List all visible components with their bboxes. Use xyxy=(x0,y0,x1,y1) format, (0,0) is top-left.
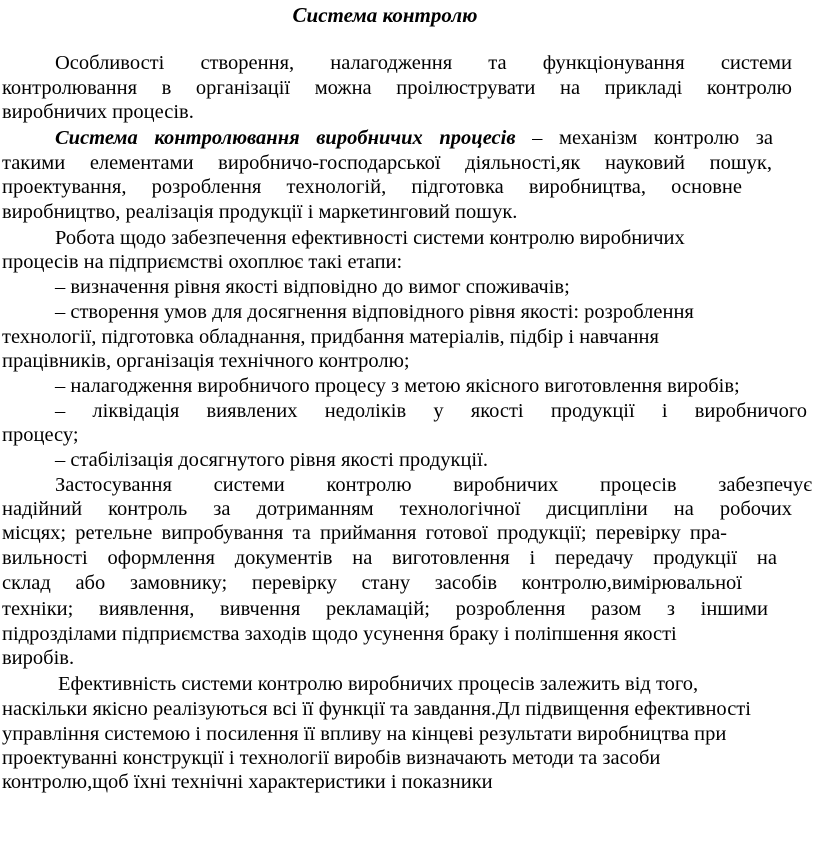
text-line: Робота щодо забезпечення ефективності системи контролю виробничих xyxy=(55,227,685,249)
text-line: проектування, розроблення технологій, підготовка виробництва, основне xyxy=(2,176,742,198)
text-line: виробництво, реалізація продукції і маркетинговий пошук. xyxy=(2,201,518,223)
text-line: виробничих процесів. xyxy=(2,101,194,123)
text-line: – створення умов для досягнення відповідного рівня якості: розроблення xyxy=(55,301,694,323)
text-line: працівників, організація технічного контролю; xyxy=(2,350,410,372)
text-line: наскільки якісно реалізуються всі її функції та завдання.Дл підвищення ефективності xyxy=(2,698,751,720)
text-line: технології, підготовка обладнання, придбання матеріалів, підбір і навчання xyxy=(2,326,659,348)
emphasis-term: Система контролювання виробничих процесів xyxy=(55,127,516,149)
text-line: підрозділами підприємства заходів щодо усунення браку і поліпшення якості xyxy=(2,623,677,645)
text-line: процесу; xyxy=(2,424,79,446)
text-line: такими елементами виробничо-господарської діяльності,як науковий пошук, xyxy=(2,152,772,174)
text-line: – налагодження виробничого процесу з метою якісного виготовлення виробів; xyxy=(55,375,740,397)
text-line: Ефективність системи контролю виробничих процесів залежить від того, xyxy=(58,673,699,695)
text-line: склад або замовнику; перевірку стану засобів контролю,вимірювальної xyxy=(2,572,742,594)
text-line: контролювання в організації можна проілюструвати на прикладі контролю xyxy=(2,77,792,99)
text-line: контролю,щоб їхні технічні характеристики і показники xyxy=(2,771,493,793)
text-fragment: – механізм контролю за xyxy=(532,127,773,149)
text-line-emphasis xyxy=(55,126,773,150)
text-line: надійний контроль за дотриманням технологічної дисципліни на робочих xyxy=(2,498,792,520)
text-line: місцях; ретельне випробування та приймання готової продукції; перевірку пра- xyxy=(2,522,727,544)
text-line: виробів. xyxy=(2,647,75,669)
text-line: вильності оформлення документів на виготовлення і передачу продукції на xyxy=(2,547,777,569)
text-line: процесів на підприємстві охоплює такі етапи: xyxy=(2,251,403,273)
text-line: – стабілізація досягнутого рівня якості продукції. xyxy=(55,449,488,471)
text-line: управління системою і посилення її впливу на кінцеві результати виробництва при xyxy=(2,723,727,745)
text-line: техніки; виявлення, вивчення рекламацій; розроблення разом з іншими xyxy=(2,598,768,620)
text-line: проектуванні конструкції і технології виробів визначають методи та засоби xyxy=(2,747,661,769)
text-line: Застосування системи контролю виробничих процесів забезпечує xyxy=(55,474,812,496)
text-line: Особливості створення, налагодження та функціонування системи xyxy=(55,52,792,74)
text-line: – ліквідація виявлених недоліків у якості продукції і виробничого xyxy=(55,400,807,422)
text-line: – визначення рівня якості відповідно до вимог споживачів; xyxy=(55,276,570,298)
document-title: Система контролю xyxy=(292,3,478,27)
